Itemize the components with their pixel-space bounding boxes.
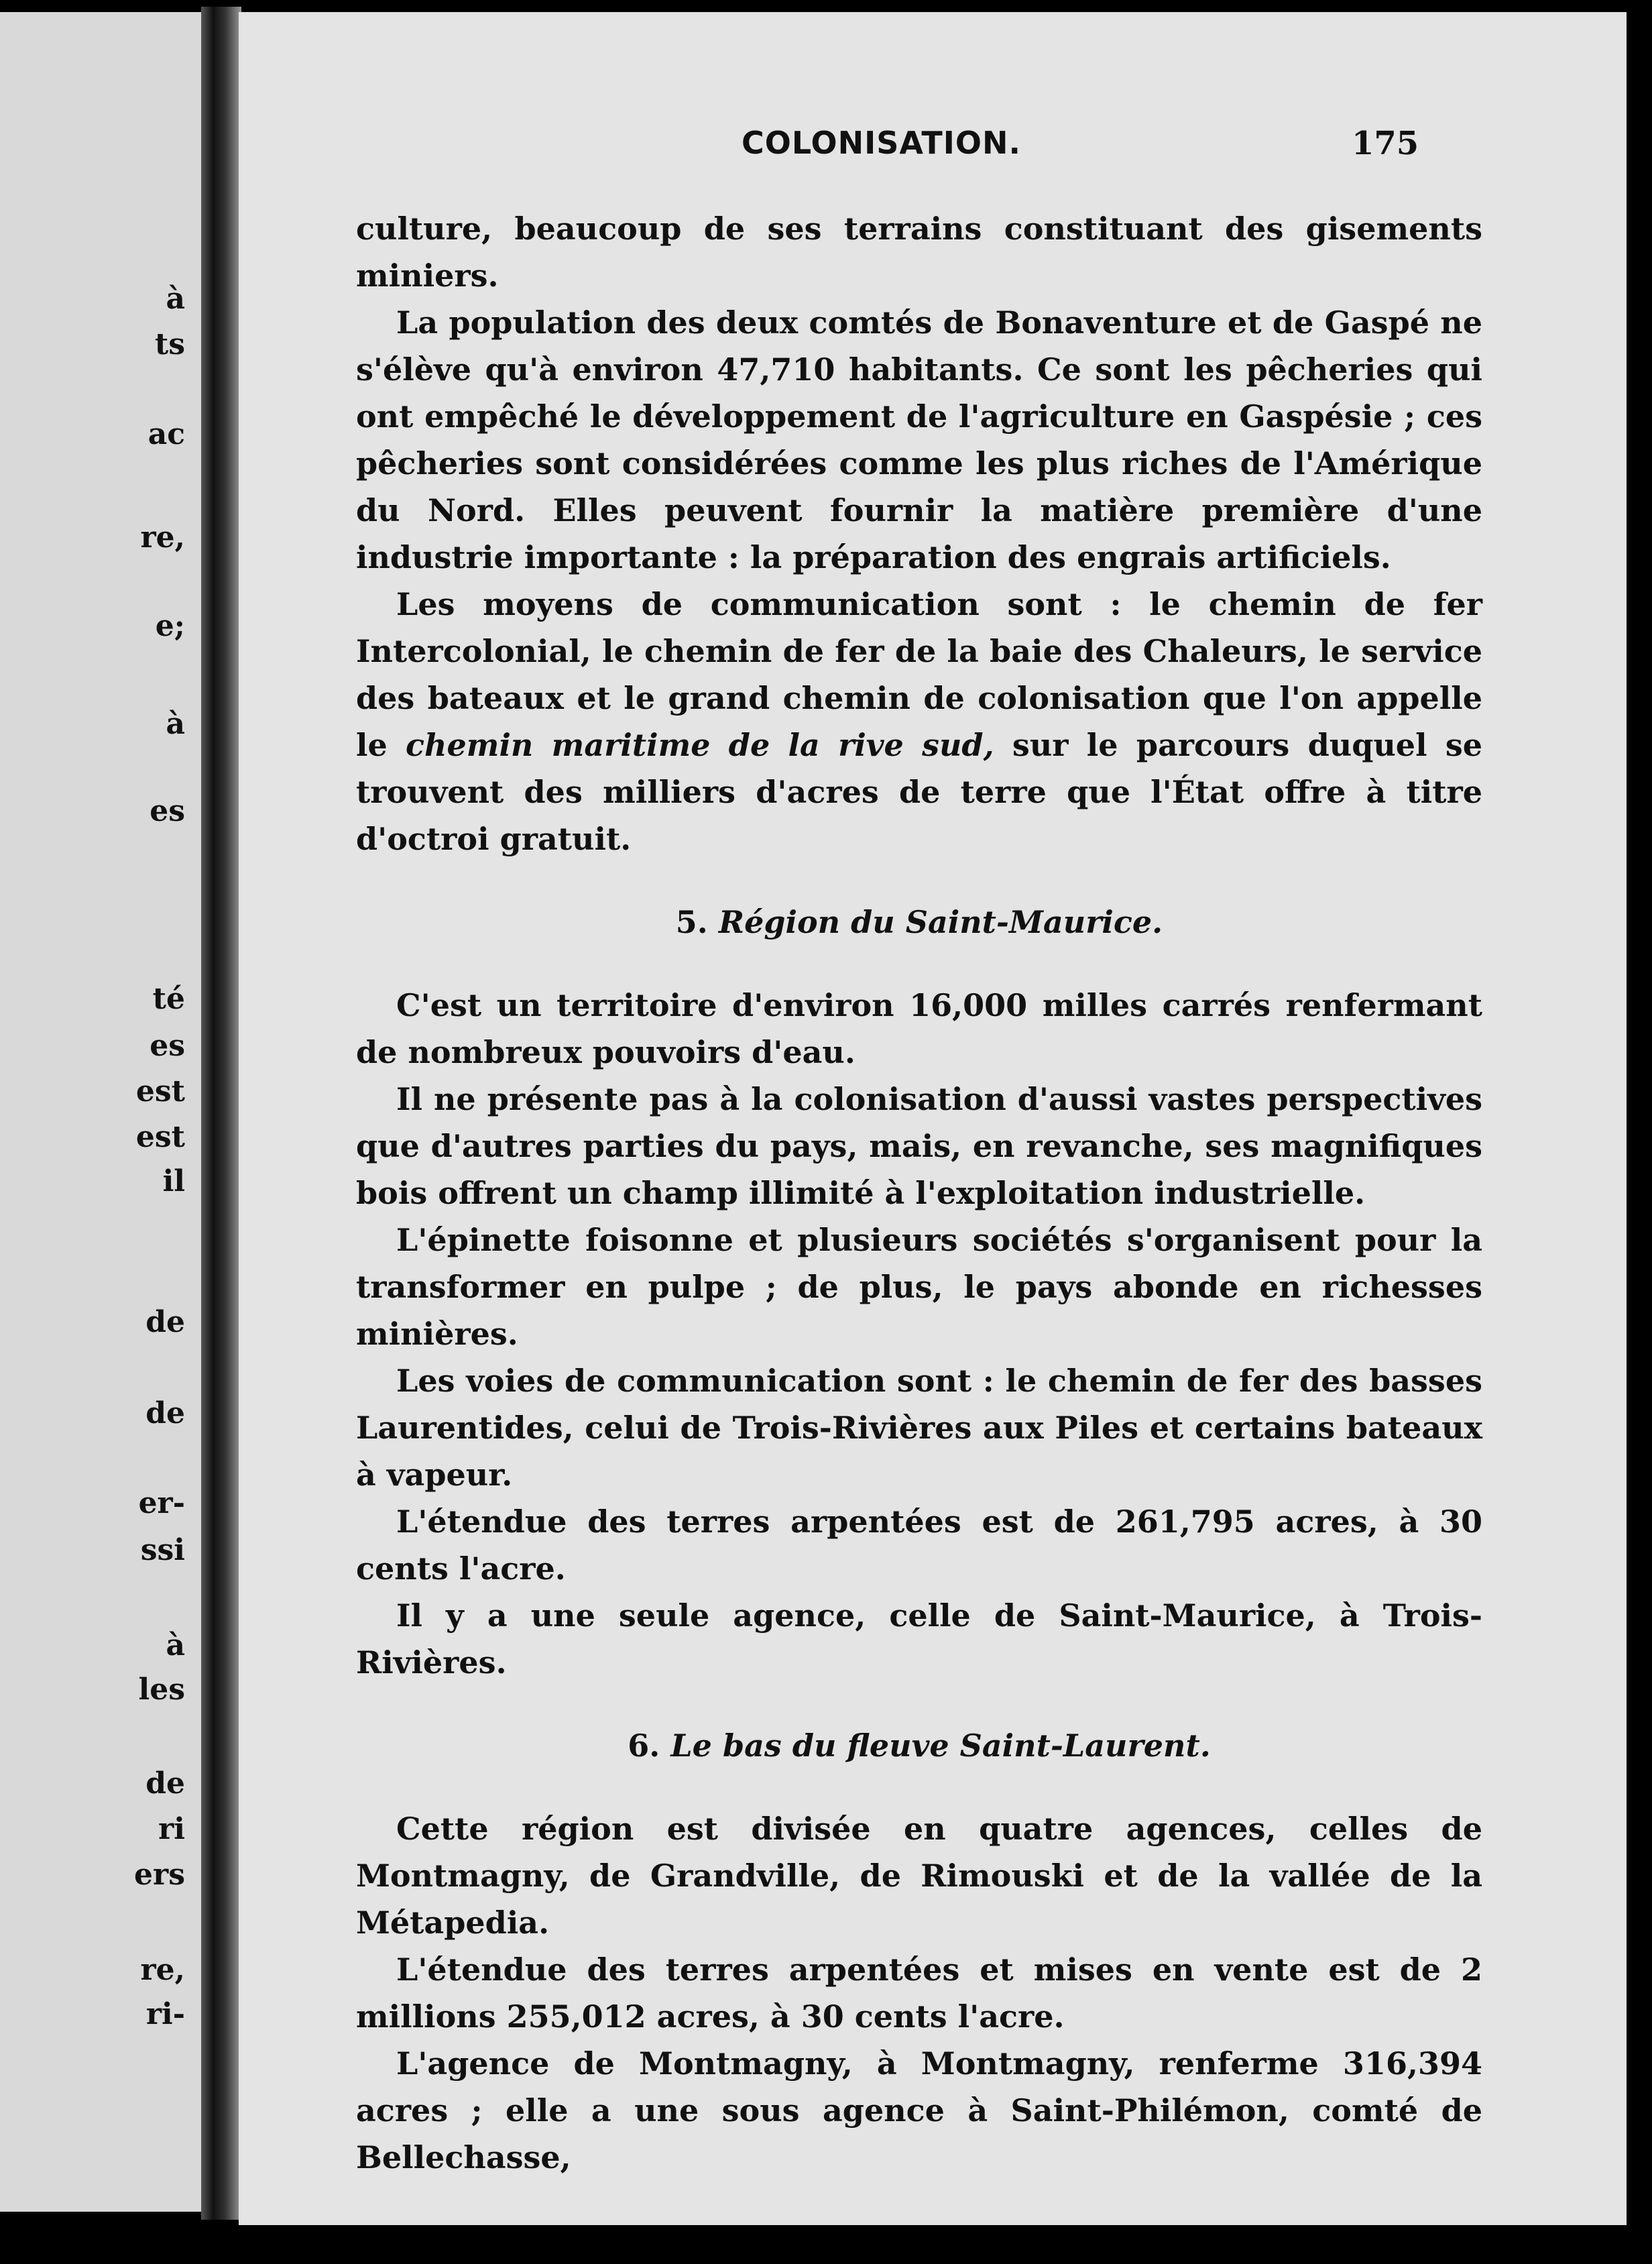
page-body: [356, 205, 1482, 2181]
section-number: 5.: [675, 904, 708, 940]
paragraph: culture, beaucoup de ses terrains constituant des gisements miniers.: [356, 211, 1482, 294]
facing-page-fragment: les: [138, 1673, 185, 1707]
italic-phrase: chemin maritime de la rive sud,: [406, 727, 994, 763]
facing-page-fragment: té: [152, 982, 185, 1016]
book-page: [239, 12, 1627, 2225]
paragraph-text: sur le parcours duquel se trouvent des milliers d'acres de terre que l'État offre à titre d'octroi gratuit.: [356, 727, 1483, 857]
section-number: 6.: [628, 1728, 660, 1764]
facing-page-fragment: à: [166, 282, 185, 316]
facing-page-fragment: re,: [140, 1953, 185, 1987]
book-gutter: [201, 7, 241, 2220]
facing-page-fragment: ac: [148, 417, 185, 451]
facing-page-fragment: ts: [154, 327, 185, 361]
facing-page-fragment: est: [135, 1120, 185, 1154]
section-heading: [356, 899, 1482, 946]
page-header: [239, 125, 1627, 172]
paragraph: La population des deux comtés de Bonaventure et de Gaspé ne s'élève qu'à environ 47,710 habitants. Ce sont les pêcheries qui ont empêché le développement de l'agriculture en Gaspésie ; ces pêcheries sont considérées comme les plus riches de l'Amérique du Nord. Elles peuvent fournir la matière première d'une industrie importante : la préparation des engrais artificiels.: [356, 304, 1482, 575]
page-number: 175: [1352, 125, 1419, 162]
facing-page-fragment: er-: [138, 1486, 185, 1520]
facing-page-fragment: de: [145, 1766, 185, 1801]
facing-page-fragment: es: [150, 1029, 185, 1063]
facing-page-fragment: à: [166, 1628, 185, 1662]
facing-page-fragment: il: [162, 1164, 185, 1198]
facing-page-fragment: ers: [134, 1858, 185, 1892]
section-title: Le bas du fleuve Saint-Laurent.: [670, 1728, 1211, 1764]
paragraph: [356, 581, 1482, 862]
paragraph: Il y a une seule agence, celle de Saint-Maurice, à Trois-Rivières.: [356, 1597, 1482, 1681]
facing-page-fragment: ri-: [145, 1997, 185, 2031]
scan-right-border: [1627, 0, 1652, 2264]
paragraph: L'étendue des terres arpentées et mises en vente est de 2 millions 255,012 acres, à 30 cents l'acre.: [356, 1951, 1482, 2035]
facing-page-edge: [0, 12, 201, 2212]
facing-page-fragment: e;: [155, 609, 185, 643]
facing-page-fragment: à: [166, 707, 185, 741]
facing-page-fragment: de: [145, 1305, 185, 1339]
facing-page-fragment: ri: [158, 1812, 185, 1846]
paragraph: L'agence de Montmagny, à Montmagny, renferme 316,394 acres ; elle a une sous agence à Saint-Philémon, comté de Bellechasse,: [356, 2045, 1482, 2175]
paragraph: Il ne présente pas à la colonisation d'aussi vastes perspectives que d'autres parties du pays, mais, en revanche, ses magnifiques bois offrent un champ illimité à l'exploitation industrielle.: [356, 1081, 1482, 1211]
section-title: Région du Saint-Maurice.: [718, 904, 1163, 940]
section-heading: [356, 1722, 1482, 1769]
facing-page-fragment: de: [145, 1396, 185, 1430]
paragraph: Cette région est divisée en quatre agences, celles de Montmagny, de Grandville, de Rimouski et de la vallée de la Métapedia.: [356, 1811, 1482, 1941]
paragraph-text: Les moyens de communication sont : le chemin de fer Intercolonial, le chemin de fer de la baie des Chaleurs, le service des bateaux et le grand chemin de colonisation que l'on appelle le: [356, 586, 1482, 763]
paragraph: Les voies de communication sont : le chemin de fer des basses Laurentides, celui de Trois-Rivières aux Piles et certains bateaux à vapeur.: [356, 1363, 1482, 1493]
facing-page-fragment: re,: [140, 520, 185, 555]
running-head: COLONISATION.: [742, 125, 1021, 161]
facing-page-fragment: ssi: [140, 1533, 185, 1567]
facing-page-fragment: es: [150, 794, 185, 828]
paragraph: L'épinette foisonne et plusieurs sociétés s'organisent pour la transformer en pulpe ; de plus, le pays abonde en richesses minières.: [356, 1222, 1482, 1352]
paragraph: C'est un territoire d'environ 16,000 milles carrés renfermant de nombreux pouvoirs d'eau.: [356, 987, 1482, 1070]
facing-page-fragment: est: [135, 1074, 185, 1109]
paragraph: L'étendue des terres arpentées est de 261,795 acres, à 30 cents l'acre.: [356, 1504, 1482, 1587]
